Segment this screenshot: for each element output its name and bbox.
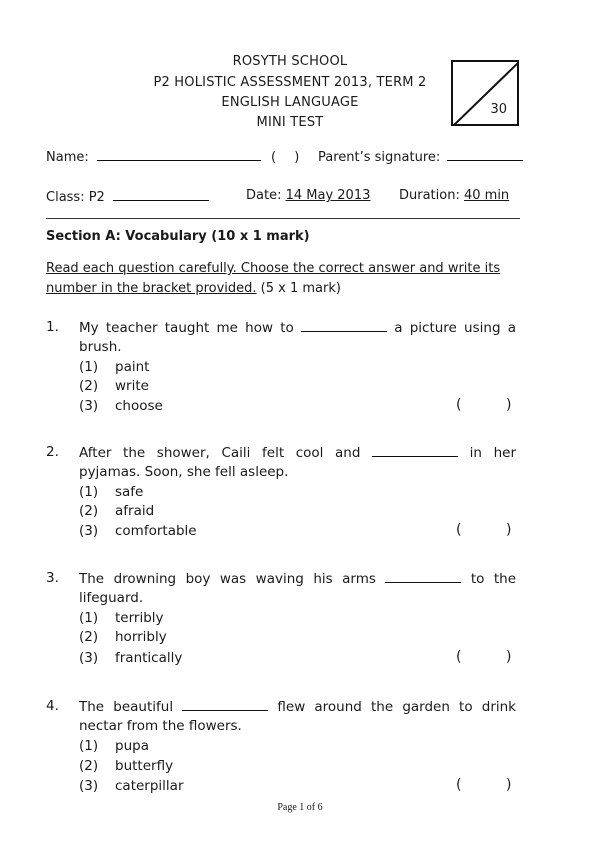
- option-text: write: [115, 378, 149, 394]
- option-text: safe: [115, 484, 144, 500]
- school-name: ROSYTH SCHOOL: [232, 54, 348, 69]
- name-row: [46, 148, 299, 165]
- question-text: to the: [470, 571, 516, 587]
- question-number: 1.: [46, 319, 59, 335]
- class-row: [46, 188, 209, 205]
- parent-signature-row: [318, 148, 523, 165]
- date-value: 14 May 2013: [285, 188, 371, 203]
- total-marks: 30: [490, 102, 507, 117]
- question-text: My teacher taught me how to: [79, 320, 294, 336]
- score-box: [451, 60, 519, 126]
- question-1-line-2: brush.: [79, 339, 122, 355]
- option-number: (1): [79, 359, 99, 375]
- instruction-text: number in the bracket provided.: [46, 281, 257, 296]
- question-number: 3.: [46, 570, 59, 586]
- answer-blank: [182, 698, 268, 711]
- instruction-line-2: [46, 281, 341, 296]
- question-4-line-1: [79, 698, 516, 715]
- question-2-line-2: pyjamas. Soon, she fell asleep.: [79, 464, 289, 480]
- question-number: 2.: [46, 444, 59, 460]
- answer-bracket-close: ): [506, 397, 512, 413]
- answer-bracket-close: ): [506, 649, 512, 665]
- name-field[interactable]: [97, 148, 261, 161]
- answer-blank: [385, 570, 461, 583]
- register-bracket-open: (: [271, 150, 277, 165]
- duration-label: Duration:: [399, 188, 460, 203]
- option-number: (2): [79, 503, 99, 519]
- test-title: MINI TEST: [256, 115, 324, 130]
- header-divider: [46, 218, 520, 219]
- option-number: (2): [79, 378, 99, 394]
- option-number: (3): [79, 650, 99, 666]
- date-row: [246, 188, 370, 203]
- option-number: (3): [79, 778, 99, 794]
- option-number: (2): [79, 629, 99, 645]
- assessment-title: P2 HOLISTIC ASSESSMENT 2013, TERM 2: [153, 75, 427, 90]
- option-number: (1): [79, 738, 99, 754]
- duration-value: 40 min: [463, 188, 510, 203]
- option-number: (3): [79, 523, 99, 539]
- instruction-marks: (5 x 1 mark): [260, 281, 341, 296]
- question-number: 4.: [46, 698, 59, 714]
- option-text: choose: [115, 398, 163, 414]
- instruction-line-1: Read each question carefully. Choose the correct answer and write its: [46, 261, 501, 276]
- answer-blank: [372, 444, 458, 457]
- date-label: Date:: [246, 188, 282, 203]
- option-text: frantically: [115, 650, 183, 666]
- question-text: in her: [469, 445, 517, 461]
- option-number: (2): [79, 758, 99, 774]
- option-text: butterfly: [115, 758, 174, 774]
- answer-bracket-open[interactable]: (: [456, 777, 462, 793]
- option-number: (3): [79, 398, 99, 414]
- question-text: a picture using a: [394, 320, 516, 336]
- class-field[interactable]: [113, 188, 209, 201]
- class-label: Class: P2: [46, 190, 105, 205]
- option-text: comfortable: [115, 523, 197, 539]
- question-4-line-2: nectar from the flowers.: [79, 718, 242, 734]
- page-number: Page 1 of 6: [277, 802, 323, 813]
- answer-blank: [301, 319, 387, 332]
- parent-signature-label: Parent’s signature:: [318, 150, 441, 165]
- option-text: horribly: [115, 629, 167, 645]
- option-text: caterpillar: [115, 778, 184, 794]
- option-number: (1): [79, 484, 99, 500]
- parent-signature-field[interactable]: [447, 148, 523, 161]
- score-diagonal: [453, 62, 519, 126]
- register-bracket-close: ): [294, 150, 300, 165]
- question-text: After the shower, Caili felt cool and: [79, 445, 361, 461]
- answer-bracket-open[interactable]: (: [456, 522, 462, 538]
- option-text: pupa: [115, 738, 149, 754]
- duration-row: [399, 188, 509, 203]
- answer-bracket-close: ): [506, 522, 512, 538]
- option-number: (1): [79, 610, 99, 626]
- section-title: Section A: Vocabulary (10 x 1 mark): [46, 229, 310, 244]
- question-3-line-1: [79, 570, 516, 587]
- answer-bracket-open[interactable]: (: [456, 649, 462, 665]
- option-text: terribly: [115, 610, 164, 626]
- question-text: The beautiful: [79, 699, 174, 715]
- question-text: The drowning boy was waving his arms: [79, 571, 376, 587]
- answer-bracket-open[interactable]: (: [456, 397, 462, 413]
- name-label: Name:: [46, 150, 89, 165]
- question-1-line-1: [79, 319, 516, 336]
- question-text: flew around the garden to drink: [277, 699, 516, 715]
- subject-title: ENGLISH LANGUAGE: [221, 95, 359, 110]
- option-text: afraid: [115, 503, 155, 519]
- answer-bracket-close: ): [506, 777, 512, 793]
- question-3-line-2: lifeguard.: [79, 590, 144, 606]
- question-2-line-1: [79, 444, 516, 461]
- option-text: paint: [115, 359, 150, 375]
